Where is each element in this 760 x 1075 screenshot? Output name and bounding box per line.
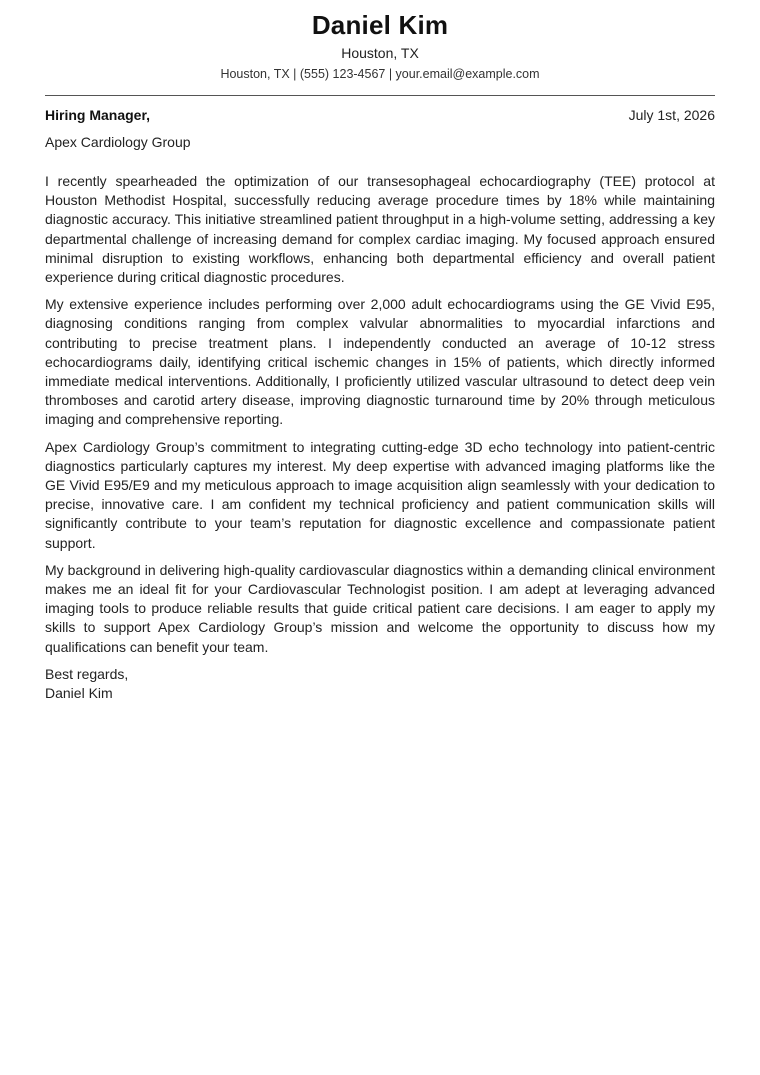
body-paragraph-3: Apex Cardiology Group’s commitment to integrating cutting-edge 3D echo technology into patient-centric diagnostics particularly captures my interest. My deep expertise with advanced imaging platforms like the GE Vivid E95/E9 and my meticulous approach to image acquisition align seamlessly with your dedication to precise, innovative care. I am confident my technical proficiency and patient communication skills will significantly contribute to your team’s reputation for diagnostic excellence and compassionate patient support. [45,438,715,551]
closing-salutation: Best regards, [45,665,129,682]
body-paragraph-1: I recently spearheaded the optimization of our transesophageal echocardiography (TEE) protocol at Houston Methodist Hospital, successfully reducing average procedure times by 18% while maintaining diagnostic accuracy. This initiative streamlined patient throughput in a high-volume setting, addressing a key departmental challenge of increasing demand for complex cardiac imaging. My focused approach ensured minimal disruption to existing workflows, enhancing both departmental efficiency and overall patient experience during critical diagnostic procedures. [45,173,715,286]
letter-header [45,0,715,83]
sender-city: Houston, TX [341,45,419,61]
sender-name: Daniel Kim [311,10,449,40]
letter-closing [45,665,715,703]
cover-letter-page [45,0,715,703]
sender-contact-line: Houston, TX | (555) 123-4567 | your.email@example.com [220,67,540,81]
recipient-date-row [45,106,715,125]
recipient-title: Hiring Manager, [45,107,151,123]
letter-body [45,172,715,657]
body-paragraph-2: My extensive experience includes performing over 2,000 adult echocardiograms using the GE Vivid E95, diagnosing conditions ranging from complex valvular abnormalities to myocardial infarctions and contributing to precise treatment plans. I independently conducted an average of 10-12 stress echocardiograms daily, identifying critical ischemic changes in 15% of patients, which directly informed immediate medical interventions. Additionally, I proficiently utilized vascular ultrasound to detect deep vein thromboses and carotid artery disease, improving diagnostic turnaround time by 20% through meticulous imaging and comprehensive reporting. [45,296,715,428]
letter-date: July 1st, 2026 [628,107,715,123]
header-divider [45,95,715,96]
body-paragraph-4: My background in delivering high-quality cardiovascular diagnostics within a demanding clinical environment makes me an ideal fit for your Cardiovascular Technologist position. I am adept at leveraging advanced imaging tools to produce reliable results that guide critical patient care decisions. I am eager to apply my skills to support Apex Cardiology Group’s mission and welcome the opportunity to discuss how my qualifications can benefit your team. [45,561,715,655]
closing-signature: Daniel Kim [45,685,113,702]
recipient-company: Apex Cardiology Group [45,134,191,150]
